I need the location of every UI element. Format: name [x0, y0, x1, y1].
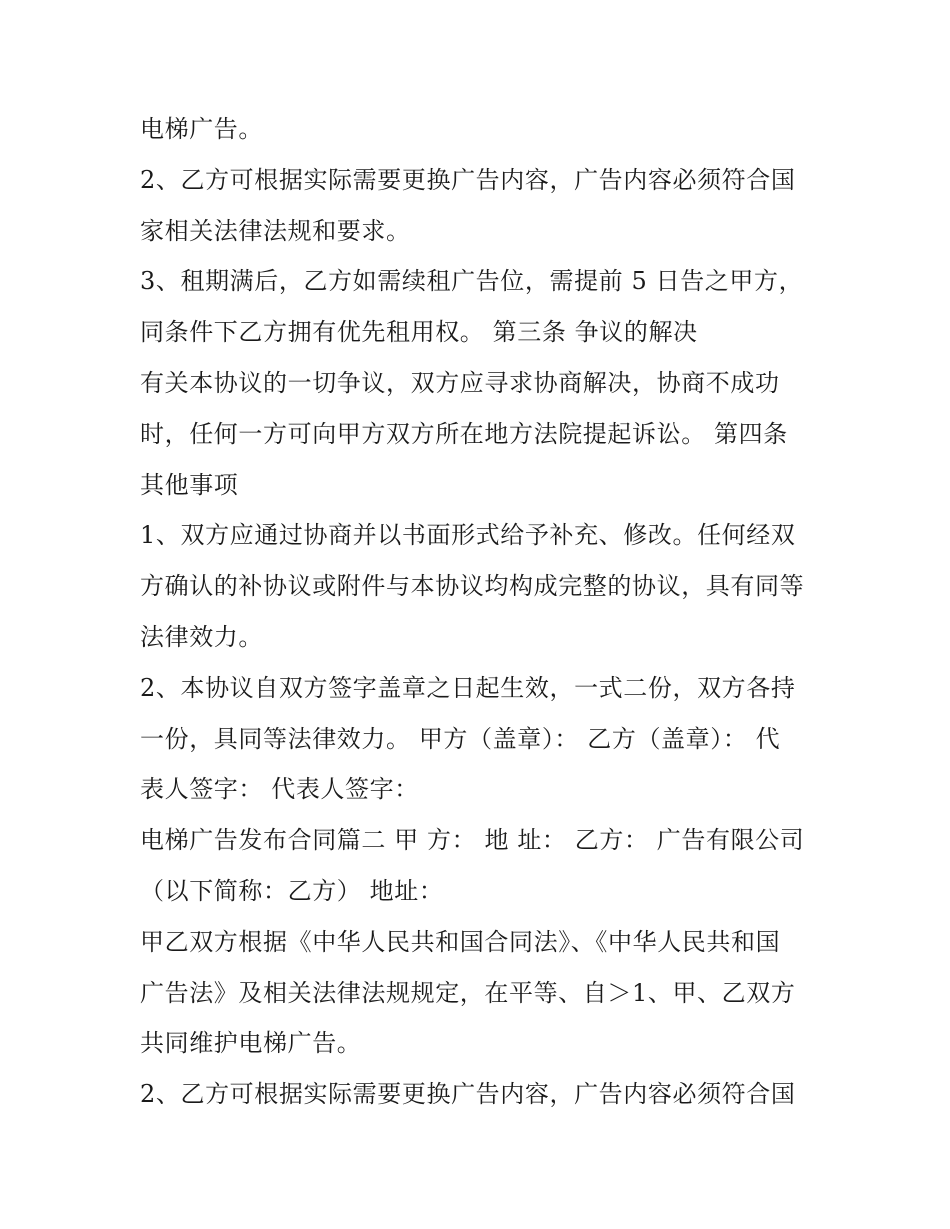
text-line: 共同维护电梯广告。: [140, 1029, 362, 1058]
text-line: 电梯广告。: [140, 115, 263, 143]
text-line: 表人签字： 代表人签字：: [140, 775, 419, 804]
text-line: （以下简称：乙方） 地址：: [140, 876, 444, 905]
text-line: 有关本协议的一切争议，双方应寻求协商解决，协商不成功: [140, 368, 780, 397]
text-line: 2、乙方可根据实际需要更换广告内容，广告内容必须符合国: [140, 1080, 796, 1109]
text-line: 甲乙双方根据《中华人民共和国合同法》、《中华人民共和国: [140, 927, 781, 956]
text-line: 1、双方应通过协商并以书面形式给予补充、修改。任何经双: [140, 521, 796, 550]
text-line: 方确认的补协议或附件与本协议均构成完整的协议，具有同等: [140, 572, 805, 601]
text-line: 一份，具同等法律效力。 甲方（盖章）： 乙方（盖章）： 代: [140, 724, 781, 753]
text-line: 家相关法律法规和要求。: [140, 216, 411, 245]
text-line: 2、本协议自双方签字盖章之日起生效，一式二份，双方各持: [140, 673, 796, 702]
text-line: 广告法》及相关法律法规规定，在平等、自＞1、甲、乙双方: [140, 978, 796, 1007]
text-line: 法律效力。: [140, 622, 263, 651]
text-line: 时，任何一方可向甲方双方所在地方法院提起诉讼。 第四条: [140, 419, 788, 448]
document-body: [140, 104, 820, 1120]
text-line: 3、租期满后，乙方如需续租广告位，需提前 5 日告之甲方，: [140, 267, 804, 296]
text-line: 同条件下乙方拥有优先租用权。 第三条 争议的解决: [140, 318, 698, 347]
text-line: 2、乙方可根据实际需要更换广告内容，广告内容必须符合国: [140, 165, 796, 194]
text-line: 电梯广告发布合同篇二 甲 方： 地 址： 乙方： 广告有限公司: [140, 826, 805, 855]
text-line: 其他事项: [140, 470, 239, 499]
